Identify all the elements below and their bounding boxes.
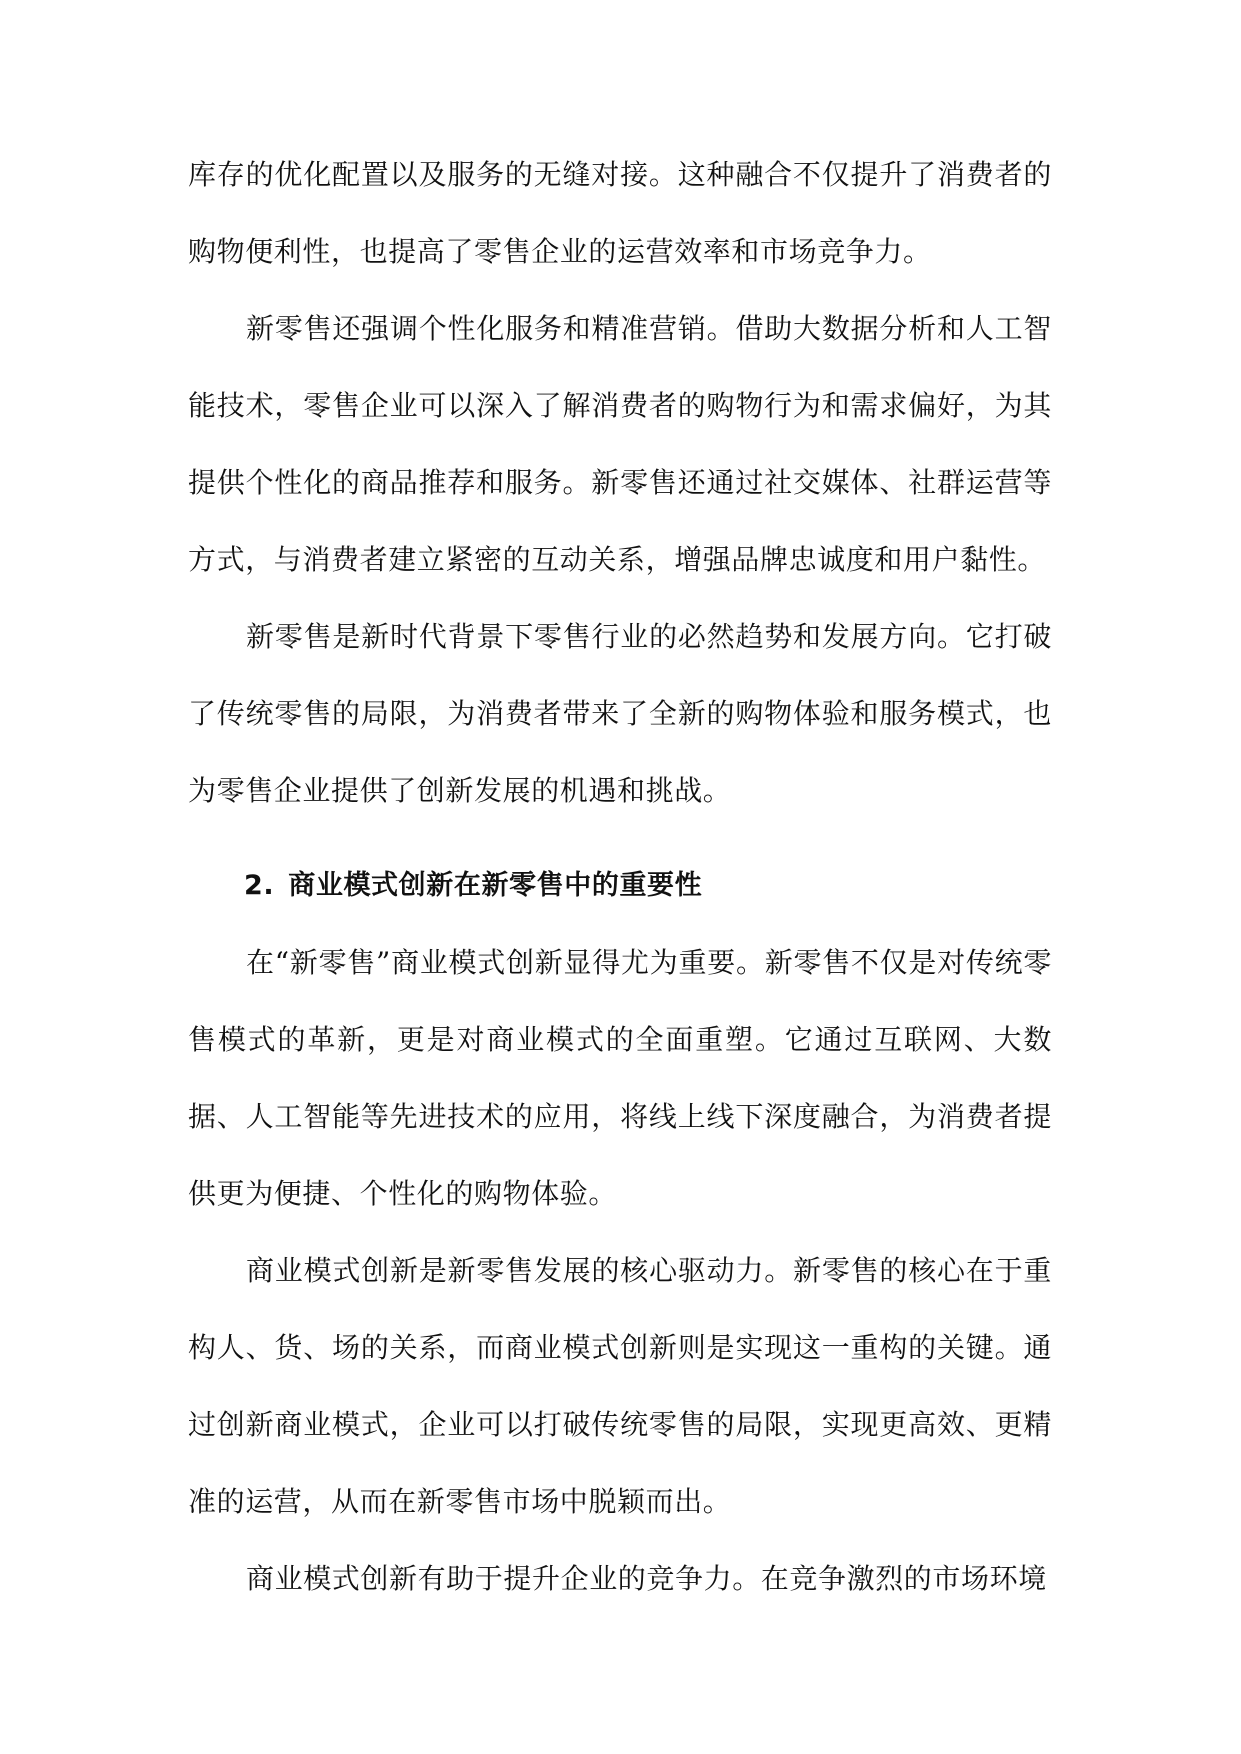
- paragraph-importance: 在“新零售”商业模式创新显得尤为重要。新零售不仅是对传统零售模式的革新，更是对商业模式的全面重塑。它通过互联网、大数据、人工智能等先进技术的应用，将线上线下深度融合，为消费者提供更为便捷、个性化的购物体验。: [188, 946, 1052, 1210]
- document-body: [188, 136, 1052, 1617]
- paragraph-competitiveness: 商业模式创新有助于提升企业的竞争力。在竞争激烈的市场环境: [246, 1562, 1047, 1595]
- paragraph-new-retail-trend: 新零售是新时代背景下零售行业的必然趋势和发展方向。它打破了传统零售的局限，为消费者带来了全新的购物体验和服务模式，也为零售企业提供了创新发展的机遇和挑战。: [188, 620, 1052, 807]
- section-title: 商业模式创新在新零售中的重要性: [288, 870, 703, 901]
- paragraph-continuation: 库存的优化配置以及服务的无缝对接。这种融合不仅提升了消费者的购物便利性，也提高了零售企业的运营效率和市场竞争力。: [188, 158, 1052, 268]
- section-number: 2.: [244, 870, 275, 901]
- section-heading: [188, 847, 1052, 924]
- paragraph-personalized-service: 新零售还强调个性化服务和精准营销。借助大数据分析和人工智能技术，零售企业可以深入了解消费者的购物行为和需求偏好，为其提供个性化的商品推荐和服务。新零售还通过社交媒体、社群运营等方式，与消费者建立紧密的互动关系，增强品牌忠诚度和用户黏性。: [188, 312, 1052, 576]
- paragraph-core-driver: 商业模式创新是新零售发展的核心驱动力。新零售的核心在于重构人、货、场的关系，而商业模式创新则是实现这一重构的关键。通过创新商业模式，企业可以打破传统零售的局限，实现更高效、更精准的运营，从而在新零售市场中脱颖而出。: [188, 1254, 1052, 1518]
